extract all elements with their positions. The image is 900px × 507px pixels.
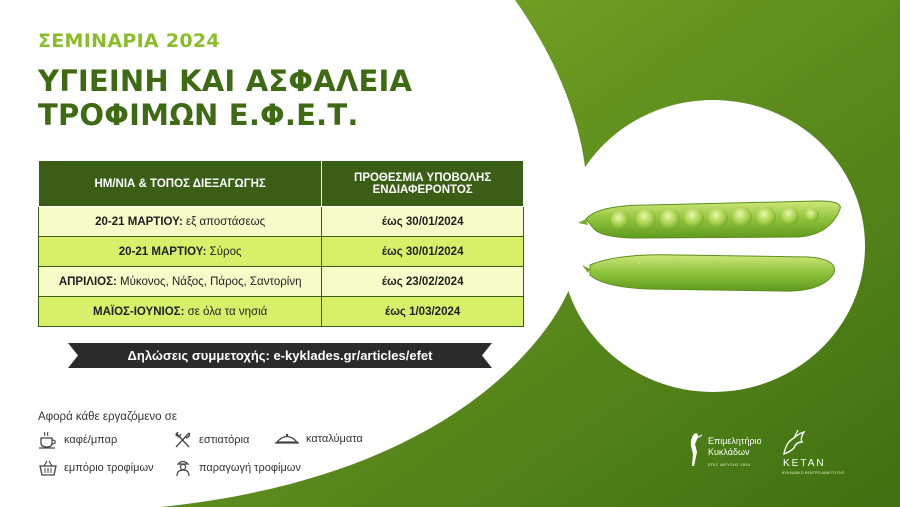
place-label: Μύκονος, Νάξος, Πάρος, Σαντορίνη [116,275,302,288]
deadline-cell: έως 23/02/2024 [322,267,524,297]
fork-knife-icon [173,431,193,449]
audience-label: παραγωγή τροφίμων [199,462,301,474]
audience-title: Αφορά κάθε εργαζόμενο σε [38,411,177,423]
date-place-cell [39,297,322,327]
place-label: σε όλα τα νησιά [184,305,268,318]
registration-banner[interactable] [68,343,492,368]
shopping-basket-icon [38,459,58,477]
deadline-cell: έως 1/03/2024 [322,297,524,327]
audience-item-restaurants [173,431,249,449]
audience-label: καταλύματα [306,433,363,445]
chamber-name-line2: Κυκλάδων [708,447,750,457]
audience-label: καφέ/μπαρ [64,434,118,446]
date-place-cell [39,237,322,267]
ketan-logo-icon [780,428,810,458]
date-label: 20-21 ΜΑΡΤΙΟΥ: [118,245,207,258]
column-header-date-place: ΗΜ/ΝΙΑ & ΤΟΠΟΣ ΔΙΕΞΑΓΩΓΗΣ [39,161,322,207]
column-header-deadline-line1: ΠΡΟΘΕΣΜΙΑ ΥΠΟΒΟΛΗΣ [354,171,492,184]
title-line-1: ΥΓΙΕΙΝΗ ΚΑΙ ΑΣΦΑΛΕΙΑ [38,64,413,98]
column-header-deadline [322,161,524,207]
place-label: εξ αποστάσεως [182,215,266,228]
deadline-cell: έως 30/01/2024 [322,207,524,237]
coffee-cup-icon [38,431,58,449]
date-label: ΜΑΪΟΣ-ΙΟΥΝΙΟΣ: [92,305,185,318]
table-row [39,267,524,297]
seminar-subtitle: ΣΕΜΙΝΑΡΙΑ 2024 [38,30,220,52]
peas-photo [558,97,868,395]
date-place-cell [39,207,322,237]
ketan-tagline: ΚΥΚΛΑΔΙΚΟ ΚΕΝΤΡΟ ΑΝΑΠΤΥΞΗΣ [782,471,845,475]
audience-item-food-trade [38,459,154,477]
table-row [39,297,524,327]
cloche-icon [274,431,300,447]
worker-icon [173,459,193,477]
table-header-row [39,161,524,207]
table-row [39,207,524,237]
date-label: ΑΠΡΙΛΙΟΣ: [58,275,117,288]
chamber-tagline: ΕΠΙΣ ΙΔΡΥΣΗΣ 1914 [708,462,751,467]
date-place-cell [39,267,322,297]
registration-link[interactable]: Δηλώσεις συμμετοχής: e-kyklades.gr/articles/efet [127,348,433,363]
schedule-table [38,160,524,327]
ketan-name: KETAN [783,458,826,469]
chamber-name-line1: Επιμελητήριο [708,436,762,446]
title-line-2: ΤΡΟΦΙΜΩΝ Ε.Φ.Ε.Τ. [38,98,359,132]
table-row [39,237,524,267]
column-header-deadline-line2: ΕΝΔΙΑΦΕΡΟΝΤΟΣ [372,183,473,196]
place-label: Σύρος [206,245,242,258]
audience-item-food-production [173,459,301,477]
audience-item-cafe [38,431,117,449]
deadline-cell: έως 30/01/2024 [322,237,524,267]
audience-label: εμπόριο τροφίμων [64,462,154,474]
audience-label: εστιατόρια [199,434,250,446]
date-label: 20-21 ΜΑΡΤΙΟΥ: [95,215,183,228]
audience-item-accommodation [274,431,363,447]
chamber-name [708,436,762,458]
page-title [38,64,412,132]
